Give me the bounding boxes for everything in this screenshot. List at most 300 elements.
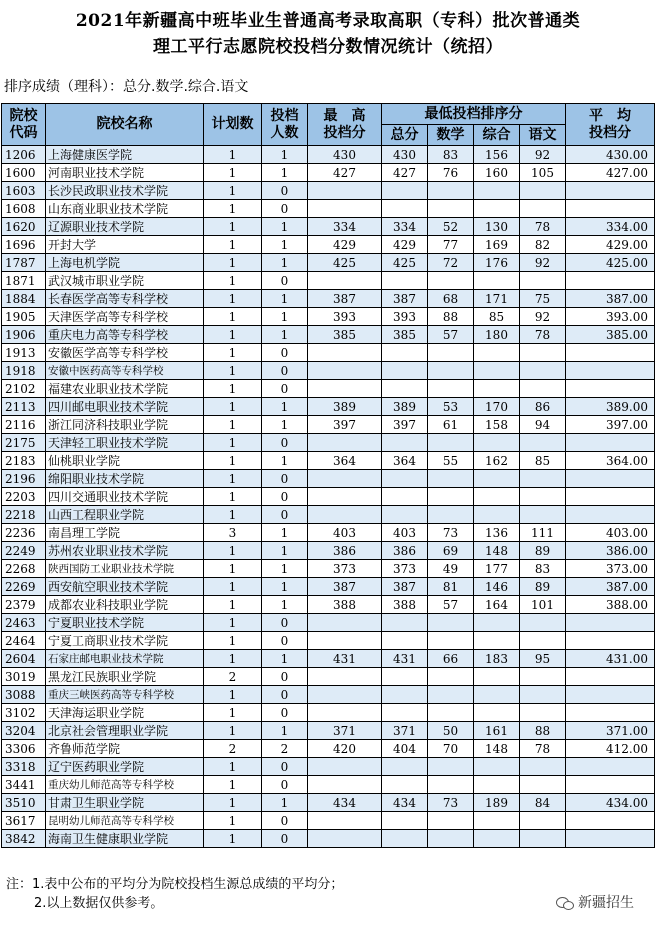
cell-code: 2269	[2, 578, 46, 596]
cell-code: 3088	[2, 686, 46, 704]
cell-max-score	[308, 434, 382, 452]
cell-admitted: 1	[262, 722, 308, 740]
cell-max-score: 403	[308, 524, 382, 542]
table-row	[2, 272, 655, 290]
cell-chinese	[520, 344, 566, 362]
cell-plan: 1	[204, 164, 262, 182]
cell-avg-score: 386.00	[566, 542, 655, 560]
cell-max-score	[308, 668, 382, 686]
cell-max-score: 427	[308, 164, 382, 182]
table-row	[2, 632, 655, 650]
header-plan: 计划数	[204, 104, 262, 146]
cell-name: 仙桃职业学院	[46, 452, 204, 470]
cell-admitted: 0	[262, 362, 308, 380]
cell-code: 2102	[2, 380, 46, 398]
cell-comprehensive: 171	[474, 290, 520, 308]
cell-name: 宁夏职业技术学院	[46, 614, 204, 632]
cell-total: 404	[382, 740, 428, 758]
cell-name: 天津医学高等专科学校	[46, 308, 204, 326]
cell-avg-score: 397.00	[566, 416, 655, 434]
table-row	[2, 776, 655, 794]
title-line-1: 2021年新疆高中班毕业生普通高考录取高职（专科）批次普通类	[75, 11, 581, 31]
cell-admitted: 1	[262, 596, 308, 614]
cell-chinese	[520, 614, 566, 632]
cell-code: 3019	[2, 668, 46, 686]
cell-chinese	[520, 830, 566, 848]
table-row	[2, 830, 655, 848]
table-row	[2, 794, 655, 812]
cell-code: 1871	[2, 272, 46, 290]
cell-math: 57	[428, 596, 474, 614]
wechat-icon	[556, 896, 574, 910]
cell-plan: 1	[204, 650, 262, 668]
cell-math	[428, 812, 474, 830]
cell-name: 武汉城市职业学院	[46, 272, 204, 290]
table-row	[2, 236, 655, 254]
table-row	[2, 758, 655, 776]
header-max-score: 最 高 投档分	[308, 104, 382, 146]
cell-name: 昆明幼儿师范高等专科学校	[46, 812, 204, 830]
table-row	[2, 344, 655, 362]
cell-total: 429	[382, 236, 428, 254]
cell-code: 2116	[2, 416, 46, 434]
cell-max-score: 387	[308, 290, 382, 308]
cell-comprehensive: 160	[474, 164, 520, 182]
cell-chinese: 95	[520, 650, 566, 668]
cell-name: 上海健康医学院	[46, 146, 204, 164]
cell-total	[382, 776, 428, 794]
cell-total	[382, 758, 428, 776]
cell-plan: 1	[204, 560, 262, 578]
cell-chinese	[520, 200, 566, 218]
table-row	[2, 146, 655, 164]
cell-name: 浙江同济科技职业学院	[46, 416, 204, 434]
cell-comprehensive	[474, 632, 520, 650]
cell-plan: 1	[204, 326, 262, 344]
cell-max-score	[308, 506, 382, 524]
cell-comprehensive	[474, 506, 520, 524]
cell-admitted: 1	[262, 164, 308, 182]
cell-max-score	[308, 830, 382, 848]
cell-avg-score: 393.00	[566, 308, 655, 326]
admission-score-table	[1, 103, 655, 848]
cell-math: 50	[428, 722, 474, 740]
cell-chinese	[520, 758, 566, 776]
cell-admitted: 0	[262, 380, 308, 398]
cell-avg-score: 403.00	[566, 524, 655, 542]
cell-max-score: 397	[308, 416, 382, 434]
cell-plan: 1	[204, 488, 262, 506]
cell-chinese	[520, 380, 566, 398]
note-2: 2.以上数据仅供参考。	[34, 896, 164, 911]
sort-criteria: 排序成绩（理科）：总分.数学.综合.语文	[4, 79, 249, 95]
cell-max-score: 386	[308, 542, 382, 560]
cell-avg-score: 385.00	[566, 326, 655, 344]
cell-code: 2463	[2, 614, 46, 632]
header-code: 院校 代码	[2, 104, 46, 146]
cell-math: 77	[428, 236, 474, 254]
cell-name: 宁夏工商职业技术学院	[46, 632, 204, 650]
cell-admitted: 0	[262, 200, 308, 218]
cell-name: 天津轻工职业技术学院	[46, 434, 204, 452]
cell-name: 安徽中医药高等专科学校	[46, 362, 204, 380]
cell-avg-score	[566, 758, 655, 776]
cell-total	[382, 704, 428, 722]
cell-comprehensive: 162	[474, 452, 520, 470]
cell-admitted: 1	[262, 236, 308, 254]
cell-code: 2203	[2, 488, 46, 506]
cell-max-score: 385	[308, 326, 382, 344]
cell-admitted: 0	[262, 344, 308, 362]
cell-plan: 1	[204, 812, 262, 830]
cell-chinese	[520, 182, 566, 200]
cell-avg-score	[566, 704, 655, 722]
cell-name: 重庆三峡医药高等专科学校	[46, 686, 204, 704]
cell-name: 四川交通职业技术学院	[46, 488, 204, 506]
cell-comprehensive	[474, 704, 520, 722]
cell-avg-score: 373.00	[566, 560, 655, 578]
cell-code: 1603	[2, 182, 46, 200]
cell-name: 长沙民政职业技术学院	[46, 182, 204, 200]
cell-math: 69	[428, 542, 474, 560]
cell-max-score: 420	[308, 740, 382, 758]
cell-plan: 1	[204, 218, 262, 236]
cell-admitted: 0	[262, 632, 308, 650]
cell-plan: 1	[204, 200, 262, 218]
cell-plan: 1	[204, 452, 262, 470]
table-body	[2, 146, 655, 848]
cell-admitted: 0	[262, 272, 308, 290]
cell-plan: 1	[204, 308, 262, 326]
cell-chinese: 92	[520, 146, 566, 164]
cell-code: 2196	[2, 470, 46, 488]
cell-plan: 1	[204, 776, 262, 794]
cell-math: 68	[428, 290, 474, 308]
cell-admitted: 0	[262, 830, 308, 848]
cell-code: 3842	[2, 830, 46, 848]
cell-comprehensive	[474, 470, 520, 488]
cell-max-score	[308, 470, 382, 488]
cell-total: 373	[382, 560, 428, 578]
watermark	[556, 893, 634, 913]
cell-math: 72	[428, 254, 474, 272]
cell-math	[428, 344, 474, 362]
cell-name: 天津海运职业学院	[46, 704, 204, 722]
cell-code: 2379	[2, 596, 46, 614]
cell-chinese: 78	[520, 326, 566, 344]
cell-name: 重庆电力高等专科学校	[46, 326, 204, 344]
cell-admitted: 1	[262, 542, 308, 560]
table-row	[2, 434, 655, 452]
cell-total	[382, 182, 428, 200]
cell-plan: 1	[204, 704, 262, 722]
table-row	[2, 722, 655, 740]
document-title	[0, 8, 656, 60]
cell-code: 1696	[2, 236, 46, 254]
cell-code: 3510	[2, 794, 46, 812]
cell-max-score	[308, 344, 382, 362]
header-chinese: 语文	[520, 125, 566, 146]
cell-admitted: 1	[262, 578, 308, 596]
cell-total: 389	[382, 398, 428, 416]
cell-total: 403	[382, 524, 428, 542]
cell-max-score: 434	[308, 794, 382, 812]
cell-plan: 1	[204, 578, 262, 596]
cell-total: 434	[382, 794, 428, 812]
cell-math	[428, 272, 474, 290]
cell-total: 385	[382, 326, 428, 344]
cell-chinese: 101	[520, 596, 566, 614]
cell-name: 重庆幼儿师范高等专科学校	[46, 776, 204, 794]
cell-name: 长春医学高等专科学校	[46, 290, 204, 308]
header-comprehensive: 综合	[474, 125, 520, 146]
cell-total: 387	[382, 290, 428, 308]
cell-math: 55	[428, 452, 474, 470]
note-1: 注：1.表中公布的平均分为院校投档生源总成绩的平均分；	[6, 877, 344, 892]
table-row	[2, 650, 655, 668]
cell-avg-score	[566, 686, 655, 704]
table-row	[2, 290, 655, 308]
cell-plan: 1	[204, 290, 262, 308]
cell-plan: 1	[204, 236, 262, 254]
cell-code: 3318	[2, 758, 46, 776]
cell-max-score	[308, 686, 382, 704]
cell-comprehensive: 176	[474, 254, 520, 272]
cell-plan: 1	[204, 758, 262, 776]
cell-math: 76	[428, 164, 474, 182]
cell-comprehensive: 164	[474, 596, 520, 614]
cell-name: 南昌理工学院	[46, 524, 204, 542]
cell-math	[428, 830, 474, 848]
cell-admitted: 1	[262, 452, 308, 470]
cell-avg-score: 427.00	[566, 164, 655, 182]
cell-chinese: 89	[520, 542, 566, 560]
header-admitted: 投档 人数	[262, 104, 308, 146]
cell-total	[382, 362, 428, 380]
cell-max-score: 364	[308, 452, 382, 470]
cell-max-score	[308, 200, 382, 218]
cell-math	[428, 668, 474, 686]
cell-math: 73	[428, 524, 474, 542]
cell-plan: 1	[204, 344, 262, 362]
cell-code: 3204	[2, 722, 46, 740]
cell-plan: 2	[204, 740, 262, 758]
cell-admitted: 2	[262, 740, 308, 758]
cell-comprehensive: 169	[474, 236, 520, 254]
cell-max-score	[308, 272, 382, 290]
cell-max-score	[308, 776, 382, 794]
cell-name: 绵阳职业技术学院	[46, 470, 204, 488]
cell-max-score: 425	[308, 254, 382, 272]
cell-comprehensive	[474, 830, 520, 848]
cell-comprehensive: 146	[474, 578, 520, 596]
cell-admitted: 1	[262, 290, 308, 308]
cell-comprehensive: 148	[474, 542, 520, 560]
cell-chinese: 92	[520, 254, 566, 272]
cell-max-score	[308, 614, 382, 632]
cell-avg-score	[566, 632, 655, 650]
cell-avg-score	[566, 506, 655, 524]
cell-code: 1620	[2, 218, 46, 236]
cell-avg-score: 429.00	[566, 236, 655, 254]
cell-chinese	[520, 488, 566, 506]
cell-total: 427	[382, 164, 428, 182]
table-row	[2, 704, 655, 722]
cell-name: 甘肃卫生职业学院	[46, 794, 204, 812]
cell-name: 北京社会管理职业学院	[46, 722, 204, 740]
cell-total: 334	[382, 218, 428, 236]
cell-math: 53	[428, 398, 474, 416]
cell-avg-score	[566, 776, 655, 794]
cell-total: 371	[382, 722, 428, 740]
table-row	[2, 524, 655, 542]
cell-comprehensive: 170	[474, 398, 520, 416]
table-row	[2, 596, 655, 614]
cell-chinese: 75	[520, 290, 566, 308]
cell-avg-score	[566, 380, 655, 398]
cell-chinese	[520, 686, 566, 704]
cell-avg-score: 412.00	[566, 740, 655, 758]
cell-avg-score	[566, 812, 655, 830]
cell-total	[382, 686, 428, 704]
cell-total: 386	[382, 542, 428, 560]
cell-admitted: 1	[262, 650, 308, 668]
cell-plan: 1	[204, 596, 262, 614]
cell-plan: 2	[204, 668, 262, 686]
cell-total: 425	[382, 254, 428, 272]
cell-comprehensive	[474, 272, 520, 290]
cell-avg-score: 434.00	[566, 794, 655, 812]
table-row	[2, 398, 655, 416]
cell-admitted: 0	[262, 758, 308, 776]
title-line-2: 理工平行志愿院校投档分数情况统计（统招）	[153, 37, 503, 57]
cell-code: 2268	[2, 560, 46, 578]
cell-max-score: 393	[308, 308, 382, 326]
cell-avg-score: 425.00	[566, 254, 655, 272]
cell-avg-score	[566, 434, 655, 452]
cell-plan: 1	[204, 506, 262, 524]
cell-math	[428, 362, 474, 380]
cell-admitted: 0	[262, 812, 308, 830]
cell-code: 2218	[2, 506, 46, 524]
cell-plan: 3	[204, 524, 262, 542]
table-row	[2, 812, 655, 830]
cell-math: 52	[428, 218, 474, 236]
table-row	[2, 380, 655, 398]
cell-comprehensive: 158	[474, 416, 520, 434]
cell-math: 57	[428, 326, 474, 344]
cell-plan: 1	[204, 362, 262, 380]
cell-comprehensive	[474, 200, 520, 218]
cell-admitted: 1	[262, 146, 308, 164]
cell-chinese	[520, 632, 566, 650]
cell-max-score: 373	[308, 560, 382, 578]
cell-plan: 1	[204, 632, 262, 650]
table-row	[2, 668, 655, 686]
cell-total: 397	[382, 416, 428, 434]
cell-math	[428, 506, 474, 524]
cell-total	[382, 614, 428, 632]
cell-name: 山西工程职业学院	[46, 506, 204, 524]
cell-chinese	[520, 668, 566, 686]
cell-admitted: 1	[262, 524, 308, 542]
cell-total	[382, 470, 428, 488]
cell-total: 388	[382, 596, 428, 614]
cell-code: 2236	[2, 524, 46, 542]
cell-comprehensive	[474, 380, 520, 398]
cell-avg-score: 334.00	[566, 218, 655, 236]
cell-max-score: 429	[308, 236, 382, 254]
table-row	[2, 560, 655, 578]
cell-avg-score	[566, 470, 655, 488]
cell-chinese: 88	[520, 722, 566, 740]
cell-total	[382, 812, 428, 830]
cell-chinese: 89	[520, 578, 566, 596]
cell-chinese: 82	[520, 236, 566, 254]
header-math: 数学	[428, 125, 474, 146]
cell-max-score	[308, 758, 382, 776]
cell-math: 81	[428, 578, 474, 596]
cell-chinese	[520, 470, 566, 488]
cell-max-score	[308, 380, 382, 398]
cell-comprehensive: 156	[474, 146, 520, 164]
cell-name: 辽宁医药职业学院	[46, 758, 204, 776]
cell-math	[428, 758, 474, 776]
cell-code: 2464	[2, 632, 46, 650]
footer-notes	[0, 861, 656, 932]
cell-admitted: 0	[262, 470, 308, 488]
cell-avg-score	[566, 362, 655, 380]
cell-max-score: 387	[308, 578, 382, 596]
cell-chinese: 111	[520, 524, 566, 542]
cell-admitted: 0	[262, 686, 308, 704]
cell-chinese	[520, 272, 566, 290]
cell-math: 83	[428, 146, 474, 164]
cell-code: 1913	[2, 344, 46, 362]
cell-chinese: 86	[520, 398, 566, 416]
cell-comprehensive	[474, 686, 520, 704]
cell-code: 2604	[2, 650, 46, 668]
cell-name: 四川邮电职业技术学院	[46, 398, 204, 416]
cell-avg-score: 364.00	[566, 452, 655, 470]
table-row	[2, 542, 655, 560]
cell-max-score: 388	[308, 596, 382, 614]
cell-admitted: 1	[262, 416, 308, 434]
cell-code: 2249	[2, 542, 46, 560]
cell-total	[382, 830, 428, 848]
cell-total	[382, 632, 428, 650]
cell-code: 2113	[2, 398, 46, 416]
cell-name: 苏州农业职业技术学院	[46, 542, 204, 560]
cell-name: 辽源职业技术学院	[46, 218, 204, 236]
cell-name: 成都农业科技职业学院	[46, 596, 204, 614]
cell-avg-score	[566, 830, 655, 848]
cell-total	[382, 344, 428, 362]
cell-name: 福建农业职业技术学院	[46, 380, 204, 398]
cell-admitted: 1	[262, 560, 308, 578]
cell-comprehensive	[474, 182, 520, 200]
cell-plan: 1	[204, 470, 262, 488]
cell-total: 387	[382, 578, 428, 596]
cell-math	[428, 776, 474, 794]
cell-code: 1906	[2, 326, 46, 344]
cell-max-score: 389	[308, 398, 382, 416]
cell-comprehensive	[474, 614, 520, 632]
cell-math: 66	[428, 650, 474, 668]
cell-math: 73	[428, 794, 474, 812]
cell-math	[428, 488, 474, 506]
cell-admitted: 1	[262, 218, 308, 236]
